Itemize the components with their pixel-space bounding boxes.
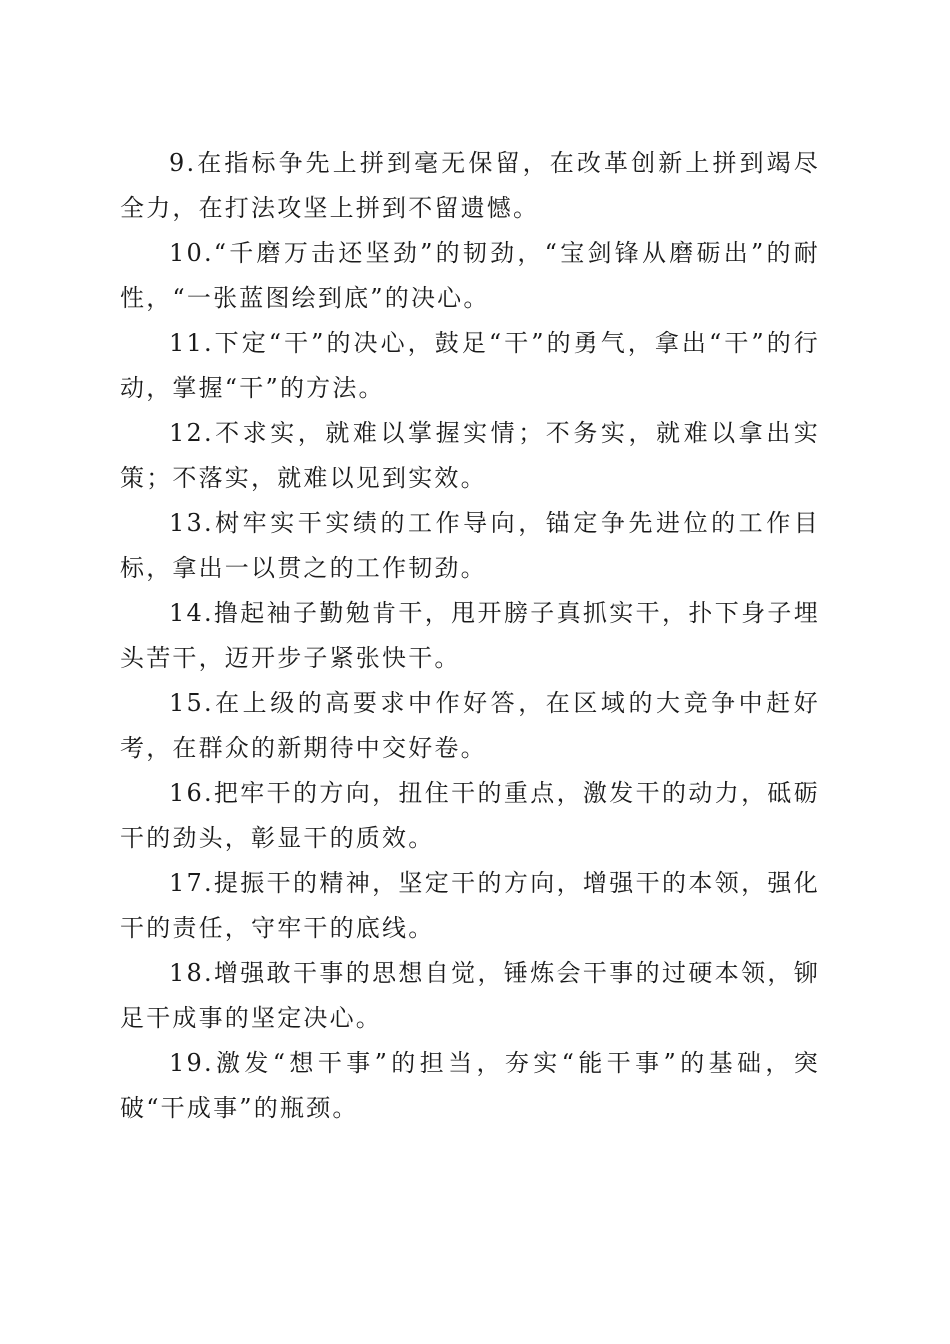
paragraph-item-11: 11.下定“干”的决心，鼓足“干”的勇气，拿出“干”的行动，掌握“干”的方法。 (120, 329, 820, 402)
paragraph-item-9: 9.在指标争先上拼到毫无保留，在改革创新上拼到竭尽全力，在打法攻坚上拼到不留遗憾。 (120, 149, 820, 222)
paragraph-item-16: 16.把牢干的方向，扭住干的重点，激发干的动力，砥砺干的劲头，彰显干的质效。 (120, 779, 820, 852)
paragraph-item-18: 18.增强敢干事的思想自觉，锤炼会干事的过硬本领，铆足干成事的坚定决心。 (120, 959, 820, 1032)
document-body (120, 141, 820, 1131)
paragraph-item-15: 15.在上级的高要求中作好答，在区域的大竞争中赶好考，在群众的新期待中交好卷。 (120, 689, 820, 762)
paragraph-item-12: 12.不求实，就难以掌握实情；不务实，就难以拿出实策；不落实，就难以见到实效。 (120, 419, 820, 492)
paragraph-item-13: 13.树牢实干实绩的工作导向，锚定争先进位的工作目标，拿出一以贯之的工作韧劲。 (120, 509, 820, 582)
paragraph-item-17: 17.提振干的精神，坚定干的方向，增强干的本领，强化干的责任，守牢干的底线。 (120, 869, 820, 942)
paragraph-item-19: 19.激发“想干事”的担当，夯实“能干事”的基础，突破“干成事”的瓶颈。 (120, 1049, 820, 1122)
paragraph-item-14: 14.撸起袖子勤勉肯干，甩开膀子真抓实干，扑下身子埋头苦干，迈开步子紧张快干。 (120, 599, 820, 672)
paragraph-item-10: 10.“千磨万击还坚劲”的韧劲，“宝剑锋从磨砺出”的耐性，“一张蓝图绘到底”的决心。 (120, 239, 820, 312)
